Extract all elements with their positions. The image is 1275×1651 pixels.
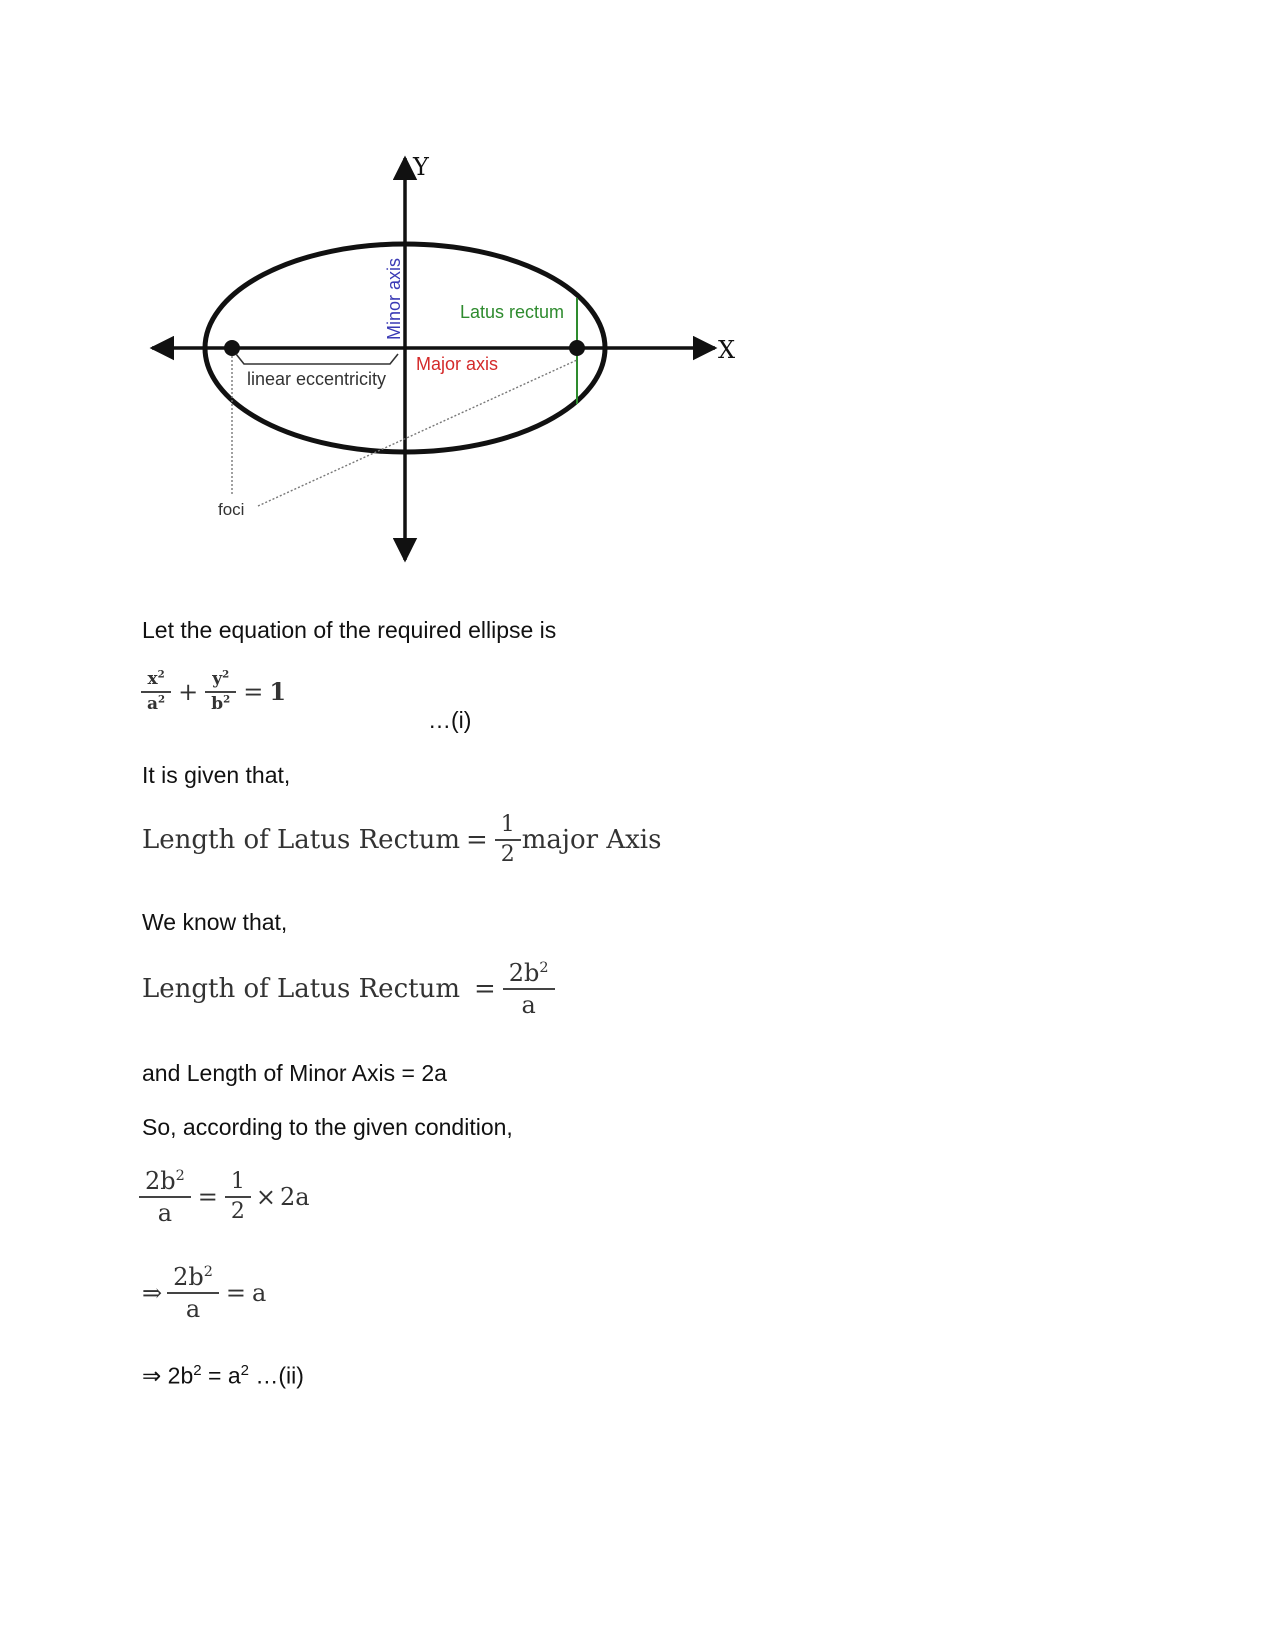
y-axis-label: Y: [413, 153, 429, 181]
simplified-equation: [142, 1264, 266, 1323]
equals-sign: =: [208, 1362, 222, 1389]
exponent: 2: [222, 668, 230, 681]
foci-label: foci: [218, 500, 245, 519]
equation-rhs: 1: [269, 677, 287, 707]
given-text: It is given that,: [142, 762, 291, 788]
denominator: a: [503, 988, 555, 1018]
exponent: 2: [223, 693, 231, 706]
numerator-base: 2b: [173, 1263, 204, 1291]
fraction-2b2-over-a: [170, 1264, 216, 1323]
eccentricity-brace: [236, 354, 398, 364]
numerator-base: 2b: [508, 959, 540, 987]
denominator: 2: [495, 839, 521, 867]
lhs-base: 2b: [167, 1362, 194, 1389]
exponent: 2: [539, 960, 549, 976]
numerator-y: y: [212, 669, 223, 689]
linear-eccentricity-label: linear eccentricity: [247, 369, 387, 389]
exponent: 2: [203, 1264, 213, 1280]
we-know-text: We know that,: [142, 909, 288, 935]
equation-ref-i: …(i): [428, 707, 472, 733]
plus-sign: +: [178, 677, 199, 706]
equals-sign: =: [225, 1279, 247, 1308]
implies-arrow: ⇒: [142, 1362, 162, 1389]
major-axis-label: Major axis: [416, 354, 499, 374]
fraction-y-over-b: [208, 670, 233, 713]
ellipse-diagram: [140, 150, 760, 570]
fraction-2b2-over-a: [142, 1168, 188, 1227]
exponent: 2: [157, 668, 165, 681]
times-sign: ×: [255, 1183, 277, 1212]
numerator: 1: [230, 1169, 245, 1195]
latus-rectum-condition: [142, 813, 661, 867]
ellipse-equation: [140, 670, 286, 713]
latus-rectum-label: Latus rectum: [460, 302, 565, 322]
denominator-a: a: [147, 693, 159, 714]
fraction-x-over-a: [144, 670, 168, 713]
fraction-one-half: [228, 1170, 248, 1224]
fraction-2b2-over-a: [506, 960, 552, 1019]
denominator: a: [139, 1196, 191, 1226]
numerator-x: x: [147, 669, 158, 689]
denominator-b: b: [211, 693, 224, 714]
exponent: 2: [158, 693, 166, 706]
lhs-text: Length of Latus Rectum: [142, 825, 460, 856]
numerator-base: 2b: [145, 1167, 176, 1195]
fraction-one-half: [498, 813, 518, 867]
rhs-text: 2a: [280, 1183, 310, 1212]
x-axis-label: X: [718, 336, 736, 364]
equals-sign: =: [197, 1183, 218, 1212]
equals-sign: =: [473, 974, 496, 1005]
intro-text: Let the equation of the required ellipse is: [142, 617, 557, 643]
denominator: a: [167, 1292, 219, 1322]
result-equation: [142, 1362, 304, 1390]
rhs-base: a: [227, 1362, 241, 1389]
equals-sign: =: [243, 677, 264, 706]
focus-right: [569, 340, 585, 356]
implies-arrow: ⇒: [142, 1279, 163, 1308]
lhs-text: Length of Latus Rectum: [142, 974, 460, 1005]
condition-text: So, according to the given condition,: [142, 1114, 513, 1140]
exponent: 2: [175, 1168, 185, 1184]
rhs-text: a: [252, 1279, 267, 1308]
equation-ref-ii: …(ii): [255, 1362, 304, 1389]
focus-left: [224, 340, 240, 356]
lhs-exponent: 2: [193, 1362, 202, 1379]
latus-rectum-formula: [142, 960, 556, 1019]
equals-sign: =: [465, 825, 488, 856]
rhs-text: major Axis: [521, 825, 662, 856]
rhs-exponent: 2: [240, 1362, 249, 1379]
minor-axis-label: Minor axis: [384, 257, 404, 340]
numerator: 1: [500, 812, 515, 837]
condition-equation: [138, 1168, 310, 1227]
denominator: 2: [225, 1196, 251, 1224]
minor-axis-text: and Length of Minor Axis = 2a: [142, 1060, 447, 1086]
